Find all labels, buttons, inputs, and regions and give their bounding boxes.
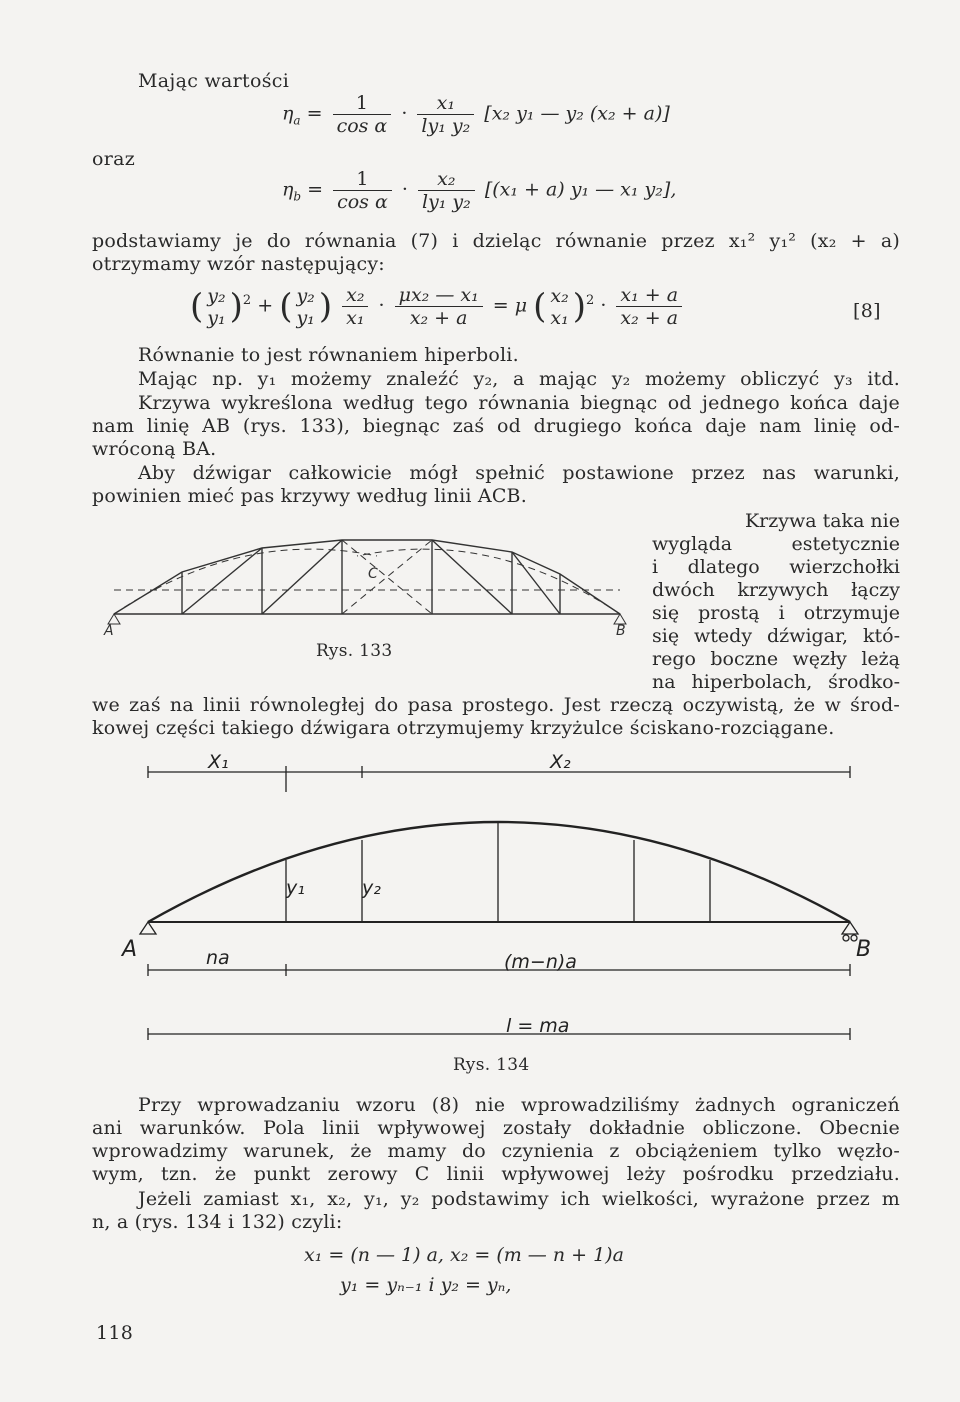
paragraph-wezas xyxy=(92,694,900,740)
eq8-t2 xyxy=(292,285,318,329)
eq8-t4-den: x₂ + a xyxy=(409,307,468,329)
eq8-t3-den: x₁ xyxy=(346,307,365,329)
eq8-t1 xyxy=(203,285,229,329)
eta-b-frac2-num: x₂ xyxy=(418,168,475,191)
eta-b-frac1 xyxy=(333,168,392,213)
eq8-t5-den: x₁ xyxy=(550,306,569,329)
podstawiamy-line1: podstawiamy je do równania (7) i dzieląc równanie przez x₁² y₁² (x₂ + a) xyxy=(92,230,900,252)
equation-final-line2: y₁ = yₙ₋₁ i y₂ = yₙ, xyxy=(340,1274,512,1296)
side-line2: wygląda estetycznie xyxy=(652,533,900,555)
side-line1: Krzywa taka nie xyxy=(744,510,900,532)
podstawiamy-line2: otrzymamy wzór następujący: xyxy=(92,253,385,275)
equation-eta-b xyxy=(282,168,676,213)
fig134-arch xyxy=(148,822,850,922)
eta-a-frac1 xyxy=(333,92,392,137)
fig133-curve-ab xyxy=(114,549,377,614)
eq8-t1-den: y₁ xyxy=(207,306,226,329)
eta-a-bracket: [x₂ y₁ — y₂ (x₂ + a)] xyxy=(484,102,670,125)
paragraph-side xyxy=(652,510,900,694)
fig133-label-b: B xyxy=(616,623,626,639)
eq8-sq1: 2 xyxy=(242,293,252,309)
equation-final-line1: x₁ = (n — 1) a, x₂ = (m — n + 1)a xyxy=(304,1244,624,1266)
fig134-y2: y₂ xyxy=(362,877,381,899)
side-line8: na hiperbolach, środko- xyxy=(652,671,900,693)
side-line4: dwóch krzywych łączy xyxy=(652,579,900,601)
eq8-t5 xyxy=(546,285,572,329)
eq8-t2-den: y₁ xyxy=(296,306,315,329)
fig134-mna: (m−n)a xyxy=(504,951,577,973)
eq8-t5-num: x₂ xyxy=(550,284,569,307)
eta-b-frac2 xyxy=(418,168,475,213)
fig134-na: na xyxy=(206,947,230,969)
eta-b-frac2-den: ly₁ y₂ xyxy=(421,191,471,213)
eq8-plus: + xyxy=(257,294,274,317)
equation-8: ( y₂ y₁ )$^2$ + ( y₂ y₁ ) $\frac{\text{x₂}}{\text{x₁}}$ · $\frac{\text{μx₂ — x₁}}{\text{x₂ + a}}$ = μ ( x₂ x₁ )$^2$ · $\frac{\text{x₁ + a}}{\text{x₂ + a}}$ xyxy=(190,284,686,329)
eta-b-dot: · xyxy=(401,178,408,201)
equation-eta-a xyxy=(282,92,670,137)
eta-b-sub: b xyxy=(293,189,302,204)
przy-line2: ani warunków. Pola linii wpływowej zostały dokładnie obliczone. Obecnie xyxy=(92,1117,900,1139)
rownanie-line: Równanie to jest równaniem hiperboli. xyxy=(138,344,519,366)
fig133-curve-ba xyxy=(357,549,620,614)
paragraph-krzywa xyxy=(92,392,900,461)
fig133-label-a: A xyxy=(104,623,114,639)
side-line7: rego boczne węzły leżą xyxy=(652,648,900,670)
page-number: 118 xyxy=(96,1322,134,1344)
jezeli-line2: n, a (rys. 134 i 132) czyli: xyxy=(92,1211,343,1233)
eta-b-bracket: [(x₁ + a) y₁ — x₁ y₂], xyxy=(484,178,677,201)
eq8-eq: = xyxy=(492,294,509,317)
fig134-label-a: A xyxy=(122,937,138,962)
majac-np-line: Mając np. y₁ możemy znaleźć y₂, a mając y₂ możemy obliczyć y₃ itd. xyxy=(138,368,900,390)
fig134-x2: X₂ xyxy=(550,752,571,773)
aby-line1: Aby dźwigar całkowicie mógł spełnić postawione przez nas warunki, xyxy=(138,462,900,484)
paragraph-podstawiamy xyxy=(92,230,900,276)
eq8-t3-num: x₂ xyxy=(342,284,368,307)
paragraph-rownanie xyxy=(138,344,900,367)
eta-b-eq: = xyxy=(307,178,324,201)
eq8-t4 xyxy=(395,284,483,329)
intro-text: Mając wartości xyxy=(138,70,290,92)
paragraph-przy xyxy=(92,1094,900,1186)
figure-134-arch xyxy=(100,752,890,1052)
eta-a-frac1-num: 1 xyxy=(333,92,392,115)
side-line3: i dlatego wierzchołki xyxy=(652,556,900,578)
fig134-label-b: B xyxy=(856,937,872,962)
fig134-x1: X₁ xyxy=(208,752,229,773)
przy-line3: wprowadzimy warunek, że mamy do czynienia z obciążeniem tylko węzło- xyxy=(92,1140,900,1162)
eq8-t6-den: x₂ + a xyxy=(620,307,679,329)
eq8-t2-num: y₂ xyxy=(296,284,315,307)
fig133-top-chord xyxy=(114,540,620,614)
side-line5: się prostą i otrzymuje xyxy=(652,602,900,624)
krzywa-line1: Krzywa wykreślona według tego równania biegnąc od jednego końca daje xyxy=(138,392,900,414)
eta-a-dot: · xyxy=(401,102,408,125)
eq8-mu: μ xyxy=(514,294,528,317)
paragraph-jezeli xyxy=(92,1188,900,1234)
wezas-line1: we zaś na linii równoległej do pasa prostego. Jest rzeczą oczywistą, że w środ- xyxy=(92,694,900,716)
eta-a-sub: a xyxy=(293,113,301,128)
fig134-y1: y₁ xyxy=(286,877,305,899)
equation-8-label: [8] xyxy=(853,300,881,322)
oraz-text: oraz xyxy=(92,148,136,170)
eta-a-frac2 xyxy=(417,92,474,137)
eta-a-frac2-den: ly₁ y₂ xyxy=(421,115,471,137)
aby-line2: powinien mieć pas krzywy według linii ACB. xyxy=(92,485,527,507)
eq8-dot2: · xyxy=(600,294,607,317)
eq8-t1-num: y₂ xyxy=(207,284,226,307)
eta-a-lhs: η xyxy=(282,102,294,125)
fig134-lma: l = ma xyxy=(506,1015,570,1037)
przy-line4: wym, tzn. że punkt zerowy C linii wpływowej leży pośrodku przedziału. xyxy=(92,1163,900,1185)
eta-b-frac1-den: cos α xyxy=(337,191,388,213)
figure-134-caption: Rys. 134 xyxy=(453,1055,530,1075)
eq8-t6-num: x₁ + a xyxy=(616,284,682,307)
eta-a-eq: = xyxy=(306,102,323,125)
jezeli-line1: Jeżeli zamiast x₁, x₂, y₁, y₂ podstawimy ich wielkości, wyrażone przez m xyxy=(138,1188,900,1210)
eta-a-frac1-den: cos α xyxy=(336,115,388,137)
paragraph-aby xyxy=(92,462,900,508)
fig133-label-c: C xyxy=(368,566,378,582)
eq8-t4-num: μx₂ — x₁ xyxy=(395,284,483,307)
eq8-t6 xyxy=(616,284,682,329)
figure-133-caption: Rys. 133 xyxy=(316,641,393,661)
eta-b-frac1-num: 1 xyxy=(333,168,392,191)
krzywa-line2: nam linię AB (rys. 133), biegnąc zaś od drugiego końca daje nam linię od- xyxy=(92,415,900,437)
eta-a-frac2-num: x₁ xyxy=(417,92,474,115)
krzywa-line3: wróconą BA. xyxy=(92,438,217,460)
side-line6: się wtedy dźwigar, któ- xyxy=(652,625,900,647)
wezas-line2: kowej części takiego dźwigara otrzymujemy krzyżulce ściskano-rozciągane. xyxy=(92,717,835,739)
eq8-t3 xyxy=(342,284,368,329)
eq8-dot1: · xyxy=(378,294,385,317)
eta-b-lhs: η xyxy=(282,178,294,201)
eq8-sq2: 2 xyxy=(586,293,595,309)
paragraph-majac-np xyxy=(138,368,900,391)
przy-line1: Przy wprowadzaniu wzoru (8) nie wprowadziliśmy żadnych ograniczeń xyxy=(138,1094,900,1116)
